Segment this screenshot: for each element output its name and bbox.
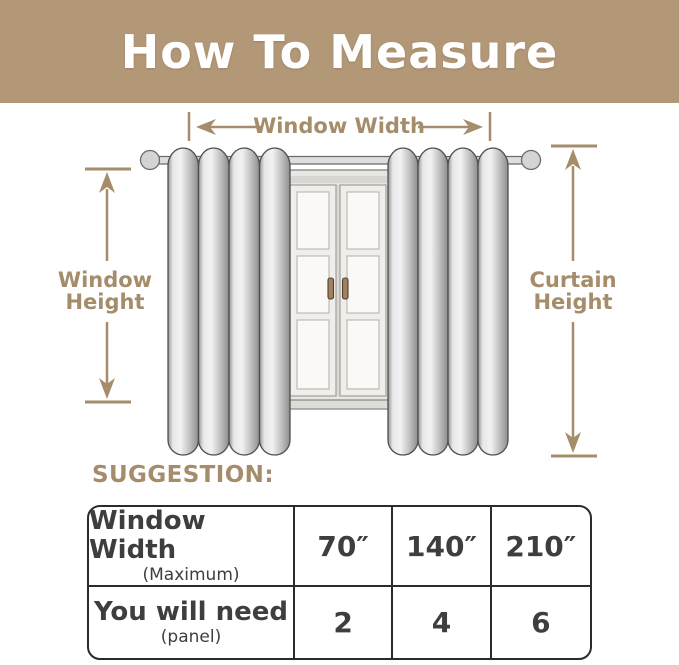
window-height-label <box>44 269 166 313</box>
cell-value: 210″ <box>505 529 577 563</box>
cell-value: 140″ <box>406 529 477 563</box>
window-handle-left <box>328 278 334 299</box>
cell-value: 2 <box>333 606 353 639</box>
page-title: How To Measure <box>120 24 559 79</box>
cell-value: 6 <box>531 606 551 639</box>
curtain-panel-left <box>168 148 290 455</box>
rod-finial-right <box>522 151 541 170</box>
window-lintel-shading <box>289 176 387 183</box>
table-cell-panels-4 <box>393 587 491 658</box>
window-width-label: Window Width <box>253 114 425 138</box>
rod-finial-left <box>141 151 160 170</box>
window-handle-right <box>343 278 349 299</box>
table-cell-panels-2 <box>295 587 393 658</box>
table-cell-you-will-need-header <box>89 587 295 658</box>
table-cell-width-210 <box>492 507 590 587</box>
window-height-line2: Height <box>65 290 145 314</box>
row-title: Window Width <box>89 506 206 565</box>
cell-value: 70″ <box>317 529 369 563</box>
curtain-height-label <box>512 269 634 313</box>
table-cell-width-140 <box>393 507 491 587</box>
curtain-folds-right <box>388 148 508 455</box>
row-subtitle: (Maximum) <box>142 565 240 585</box>
window-illustration <box>278 170 398 409</box>
window-center-mullion <box>336 185 340 396</box>
curtain-folds-left <box>168 148 290 455</box>
curtain-height-line1: Curtain <box>529 268 617 292</box>
table-cell-window-width-header <box>89 507 295 587</box>
curtain-height-line2: Height <box>533 290 613 314</box>
suggestion-label: SUGGESTION: <box>92 462 274 488</box>
suggestion-table <box>87 505 592 660</box>
row-subtitle: (panel) <box>160 627 222 647</box>
table-cell-width-70 <box>295 507 393 587</box>
table-cell-panels-6 <box>492 587 590 658</box>
cell-value: 4 <box>431 606 452 639</box>
window-height-line1: Window <box>57 268 153 292</box>
curtain-panel-right <box>388 148 508 455</box>
window-sill <box>278 400 398 409</box>
row-title: You will need <box>93 597 289 627</box>
